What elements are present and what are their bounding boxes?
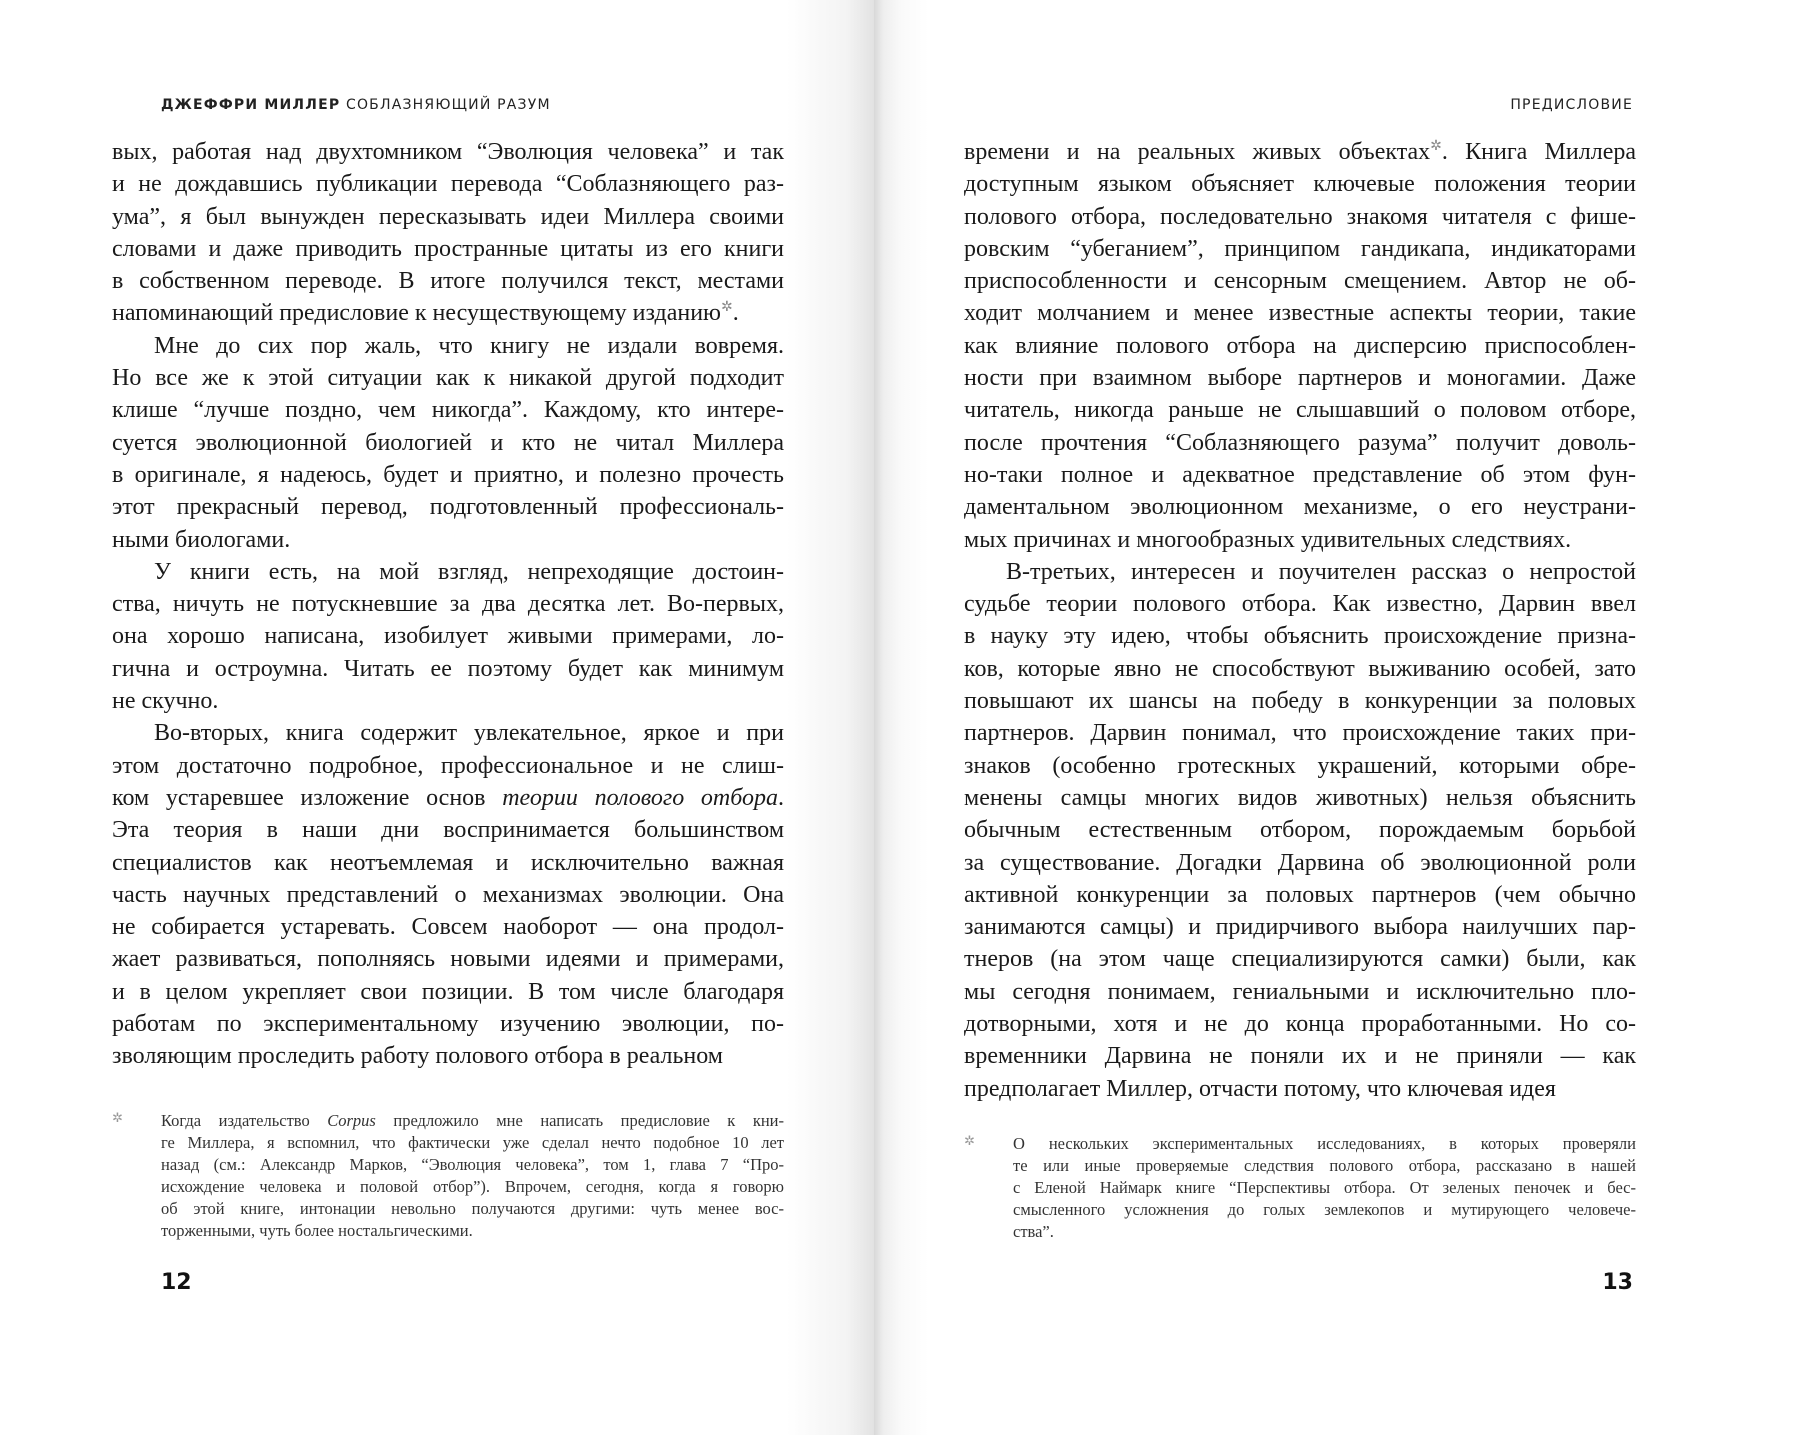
- footnote-marker: ✲: [964, 1133, 975, 1148]
- footnote: [112, 1110, 784, 1242]
- text-line: ности при взаимном выборе партнеров и моногамии. Даже: [964, 365, 1636, 392]
- footnote-line: с Еленой Наймарк книге “Перспективы отбора. От зеленых пеночек и бес-: [1013, 1178, 1636, 1197]
- italic-term: теории полового отбора: [502, 784, 778, 811]
- text-line: предполагает Миллер, отчасти потому, что ключевая идея: [964, 1075, 1556, 1102]
- body-text: [964, 136, 1636, 1105]
- text-line: менены самцы многих видов животных) нельзя объяснить: [964, 784, 1636, 811]
- footnote-line: назад (см.: Александр Марков, “Эволюция человека”, том 1, глава 7 “Про-: [161, 1155, 784, 1174]
- text-line: не скучно.: [112, 688, 219, 715]
- text-line: знаков (особенно гротескных украшений, которыми обре-: [964, 752, 1636, 779]
- text-line: словами и даже приводить пространные цитаты из его книги: [112, 235, 784, 262]
- text-line: жает развиваться, пополняясь новыми идеями и примерами,: [112, 946, 784, 973]
- text-line: приспособленности и сенсорным смещением. Автор не об-: [964, 268, 1636, 295]
- text-line: как влияние полового отбора на дисперсию приспособлен-: [964, 332, 1636, 359]
- text-line: в собственном переводе. В итоге получился текст, местами: [112, 268, 784, 295]
- text-line: повышают их шансы на победу в конкуренции за половых: [964, 688, 1636, 715]
- footnote-ref: ✲: [1430, 139, 1442, 154]
- footnote-ref: ✲: [720, 300, 733, 316]
- text-line: не собирается устаревать. Совсем наоборот — она продол-: [112, 914, 784, 941]
- author-name: ДЖЕФФРИ МИЛЛЕР: [161, 97, 341, 113]
- text-line: тнеров (на этом чаще специализируются самки) были, как: [964, 946, 1636, 973]
- text-line: занимаются самцы) и придирчивого выбора наилучших пар-: [964, 914, 1636, 941]
- text-line: и не дождавшись публикации перевода “Соблазняющего раз-: [112, 171, 784, 198]
- left-page: [0, 0, 874, 1435]
- text-line: часть научных представлений о механизмах эволюции. Она: [112, 881, 784, 908]
- text-line: полового отбора, последовательно знакомя читателя с фише-: [964, 203, 1636, 230]
- text-line: доступным языком объясняет ключевые положения теории: [964, 171, 1636, 198]
- text-line: за существование. Догадки Дарвина об эволюционной роли: [964, 849, 1636, 876]
- page-number: 13: [1602, 1270, 1633, 1295]
- body-text: [112, 136, 784, 1073]
- page-number: 12: [161, 1270, 192, 1295]
- text-line: обычным естественным отбором, порождаемым борьбой: [964, 817, 1636, 844]
- text-line: временники Дарвина не поняли их и не приняли — как: [964, 1043, 1636, 1070]
- text-line: дотворными, хотя и не до конца проработанными. Но со-: [964, 1011, 1636, 1038]
- footnote-line: О нескольких экспериментальных исследованиях, в которых проверяли: [1013, 1134, 1636, 1153]
- footnote-line: торженными, чуть более ностальгическими.: [161, 1221, 473, 1240]
- footnote-line: смысленного усложнения до голых землекопов и мутирующего человече-: [1013, 1200, 1636, 1219]
- footnote-line: ге Миллера, я вспомнил, что фактически уже сделал нечто подобное 10 лет: [161, 1133, 784, 1152]
- text-line: ума”, я был вынужден пересказывать идеи Миллера своими: [112, 203, 784, 230]
- text-line: вых, работая над двухтомником “Эволюция человека” и так: [112, 139, 784, 165]
- text-line: работам по экспериментальному изучению эволюции, по-: [112, 1011, 784, 1038]
- text-line: активной конкуренции за половых партнеров (чем обычно: [964, 881, 1636, 908]
- footnote-line: те или иные проверяемые следствия полового отбора, рассказано в нашей: [1013, 1156, 1636, 1175]
- text-line: партнеров. Дарвин понимал, что происхождение таких при-: [964, 720, 1636, 747]
- text-line: ровским “убеганием”, принципом гандикапа, индикаторами: [964, 235, 1636, 262]
- text-line: ков, которые явно не способствуют выживанию особей, зато: [964, 655, 1636, 682]
- running-header: [161, 97, 551, 113]
- text-line: в оригинале, я надеюсь, будет и приятно, и полезно прочесть: [112, 461, 784, 488]
- text-line: но-таки полное и адекватное представление об этом фун-: [964, 461, 1636, 488]
- text-line: В-третьих, интересен и поучителен рассказ о непростой: [1006, 558, 1636, 585]
- text-line: и в целом укрепляет свои позиции. В том числе благодаря: [112, 978, 784, 1005]
- text-line: этот прекрасный перевод, подготовленный профессиональ-: [112, 494, 784, 521]
- text-line: она хорошо написана, изобилует живыми примерами, ло-: [112, 623, 784, 650]
- text-line: мы сегодня понимаем, гениальными и исключительно пло-: [964, 978, 1636, 1005]
- right-page: [874, 0, 1794, 1435]
- footnote-line: исхождение человека и половой отбор”). Впрочем, сегодня, когда я говорю: [161, 1177, 784, 1196]
- text-line: суется эволюционной биологией и кто не читал Миллера: [112, 429, 784, 456]
- text-line: гична и остроумна. Читать ее поэтому будет как минимум: [112, 655, 784, 682]
- text-line: ком устаревшее изложение основ теории полового отбора.: [112, 784, 784, 811]
- text-line: зволяющим проследить работу полового отбора в реальном: [112, 1043, 723, 1070]
- footnote: [964, 1133, 1636, 1243]
- text-line: даментальном эволюционном механизме, о его неустрани-: [964, 494, 1636, 521]
- text-line: У книги есть, на мой взгляд, непреходящие достоин-: [154, 558, 784, 585]
- book-title: СОБЛАЗНЯЮЩИЙ РАЗУМ: [345, 97, 551, 113]
- text-line: ства, ничуть не потускневшие за два десятка лет. Во-первых,: [112, 591, 784, 618]
- text-line: судьбе теории полового отбора. Как известно, Дарвин ввел: [964, 591, 1636, 618]
- text-line: Во-вторых, книга содержит увлекательное, яркое и при: [154, 720, 784, 747]
- footnote-marker: ✲: [112, 1110, 123, 1125]
- text-line: этом достаточно подробное, профессиональное и не слиш-: [112, 752, 784, 779]
- text-line: читатель, никогда раньше не слышавший о половом отборе,: [964, 397, 1636, 424]
- text-line: Но все же к этой ситуации как к никакой другой подходит: [112, 365, 784, 392]
- text-line: Мне до сих пор жаль, что книгу не издали вовремя.: [154, 332, 784, 359]
- text-line: ходит молчанием и менее известные аспекты теории, такие: [964, 300, 1636, 327]
- text-line: после прочтения “Соблазняющего разума” получит доволь-: [964, 429, 1636, 456]
- text-line: в науку эту идею, чтобы объяснить происхождение призна-: [964, 623, 1636, 650]
- footnote-line: об этой книге, интонации невольно получаются другими: чуть менее вос-: [161, 1199, 784, 1218]
- text-line: времени и на реальных живых объектах✲. Книга Миллера: [964, 139, 1637, 165]
- footnote-line: Когда издательство Corpus предложило мне написать предисловие к кни-: [161, 1111, 784, 1130]
- text-line: мых причинах и многообразных удивительных следствиях.: [964, 526, 1572, 553]
- running-header: ПРЕДИСЛОВИЕ: [1510, 97, 1633, 113]
- text-line: специалистов как неотъемлемая и исключительно важная: [112, 849, 784, 876]
- text-line: клише “лучше поздно, чем никогда”. Каждому, кто интере-: [112, 397, 784, 424]
- text-line: ными биологами.: [112, 526, 291, 553]
- text-line: напоминающий предисловие к несуществующему изданию✲.: [112, 300, 739, 327]
- footnote-line: ства”.: [1013, 1222, 1054, 1241]
- text-line: Эта теория в наши дни воспринимается большинством: [112, 817, 784, 844]
